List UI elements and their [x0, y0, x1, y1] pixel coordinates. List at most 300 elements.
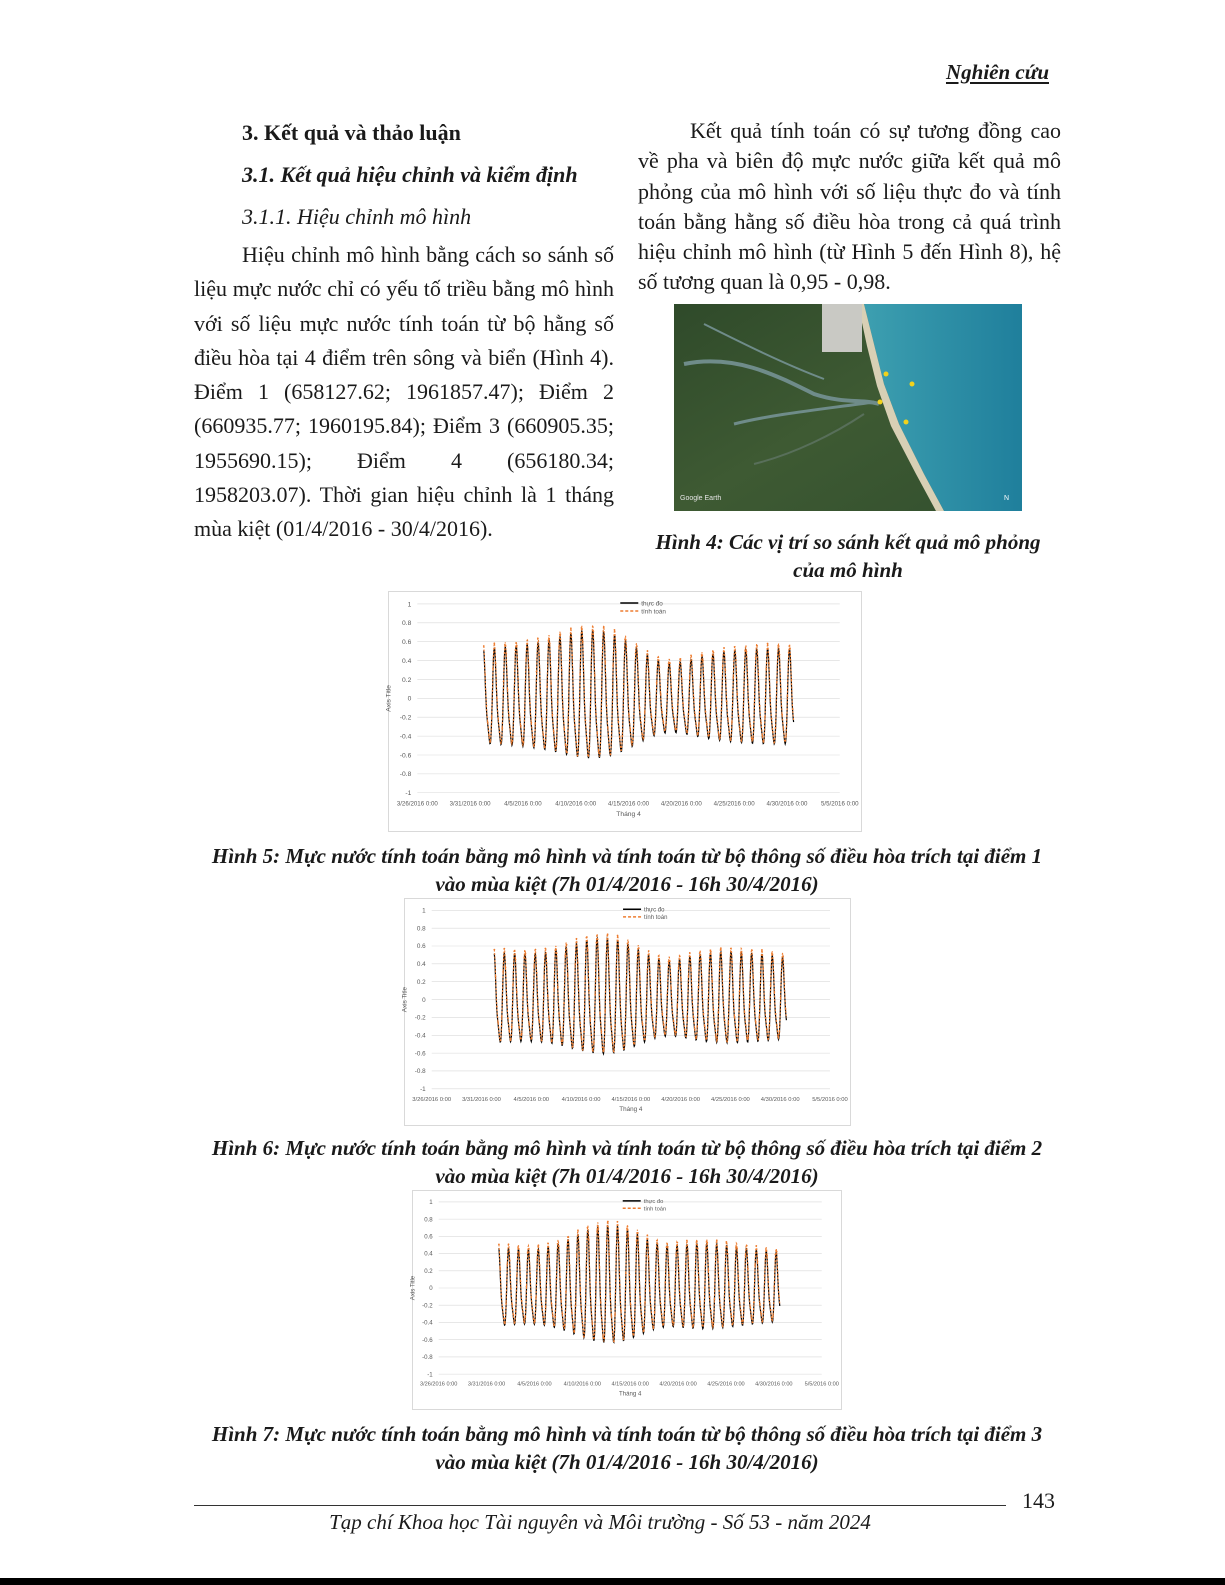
- series-point-computed: [687, 713, 689, 715]
- series-point-computed: [550, 1284, 552, 1286]
- series-point-computed: [661, 1314, 663, 1316]
- series-point-computed: [607, 933, 609, 935]
- series-point-computed: [596, 1230, 598, 1232]
- series-point-computed: [730, 1314, 732, 1316]
- series-point-computed: [714, 679, 716, 681]
- page-bottom-bar: [0, 1578, 1225, 1585]
- chart-1: [385, 591, 862, 832]
- series-point-computed: [586, 937, 588, 939]
- series-point-computed: [721, 970, 723, 972]
- satellite-map: [674, 304, 1022, 511]
- series-point-computed: [778, 1295, 780, 1297]
- series-point-computed: [557, 702, 559, 704]
- series-point-computed: [559, 633, 561, 635]
- series-point-computed: [606, 704, 608, 706]
- series-point-computed: [589, 1278, 591, 1280]
- series-point-computed: [540, 1291, 542, 1293]
- series-point-computed: [742, 985, 744, 987]
- series-point-computed: [594, 674, 596, 676]
- series-point-computed: [570, 1295, 572, 1297]
- series-point-computed: [575, 741, 577, 743]
- series-point-computed: [699, 686, 701, 688]
- series-point-computed: [537, 1003, 539, 1005]
- series-point-computed: [634, 1289, 636, 1291]
- series-point-computed: [687, 1256, 689, 1258]
- series-point-computed: [772, 1315, 774, 1317]
- series-point-computed: [632, 1029, 634, 1031]
- series-point-computed: [493, 642, 495, 644]
- series-point-computed: [746, 1245, 748, 1247]
- series-point-computed: [773, 742, 775, 744]
- series-point-computed: [768, 663, 770, 665]
- series-point-computed: [596, 733, 598, 735]
- series-point-computed: [643, 1035, 645, 1037]
- series-point-computed: [720, 710, 722, 712]
- series-point-computed: [651, 1319, 653, 1321]
- series-point-computed: [775, 727, 777, 729]
- section-title: 3. Kết quả và thảo luận: [242, 120, 461, 145]
- series-point-computed: [745, 1025, 747, 1027]
- series-point-computed: [618, 721, 620, 723]
- series-point-computed: [627, 684, 629, 686]
- series-point-computed: [672, 707, 674, 709]
- series-point-computed: [536, 1258, 538, 1260]
- series-point-computed: [748, 711, 750, 713]
- series-point-computed: [754, 1006, 756, 1008]
- series-point-computed: [678, 668, 680, 670]
- series-point-computed: [511, 741, 513, 743]
- series-point-computed: [592, 1049, 594, 1051]
- series-point-computed: [790, 679, 792, 681]
- x-tick-label: 5/5/2016 0:00: [812, 1096, 848, 1103]
- series-point-computed: [593, 1042, 595, 1044]
- series-point-computed: [504, 1322, 506, 1324]
- series-point-computed: [722, 665, 724, 667]
- series-point-computed: [538, 654, 540, 656]
- series-point-computed: [635, 1000, 637, 1002]
- chart-3-svg: [409, 1191, 841, 1409]
- series-point-computed: [515, 649, 517, 651]
- series-point-computed: [561, 669, 563, 671]
- series-point-computed: [681, 678, 683, 680]
- series-point-computed: [709, 957, 711, 959]
- series-point-computed: [678, 967, 680, 969]
- series-point-computed: [716, 1039, 718, 1041]
- series-point-computed: [741, 954, 743, 956]
- series-point-computed: [516, 1274, 518, 1276]
- series-point-computed: [572, 1325, 574, 1327]
- series-point-computed: [604, 661, 606, 663]
- series-point-computed: [569, 1025, 571, 1027]
- series-point-computed: [723, 647, 725, 649]
- series-point-computed: [581, 627, 583, 629]
- y-axis-title: Axis Title: [385, 684, 393, 712]
- series-point-computed: [590, 1306, 592, 1308]
- series-point-computed: [528, 666, 530, 668]
- series-point-computed: [500, 1293, 502, 1295]
- series-point-computed: [563, 1002, 565, 1004]
- series-point-computed: [508, 1030, 510, 1032]
- series-point-computed: [715, 707, 717, 709]
- series-point-computed: [624, 639, 626, 641]
- x-tick-label: 3/26/2016 0:00: [419, 1381, 458, 1388]
- series-point-computed: [776, 1251, 778, 1253]
- calibration-paragraph: Hiệu chỉnh mô hình bằng cách so sánh số liệu mực nước chỉ có yếu tố triều bằng mô hình với số liệu mực nước tính toán từ bộ hằng số điều hòa tại 4 điểm trên sông và biển (Hình 4). Điểm 1 (658127.62; 1961857.47); Điểm 2 (660935.77; 1960195.84); Điểm 3 (660905.35; 1955690.15); Điểm 4 (656180.34; 1958203.07). Thời gian hiệu chỉnh là 1 tháng mùa kiệt (01/4/2016 - 30/4/2016).: [194, 242, 614, 542]
- series-point-computed: [688, 1286, 690, 1288]
- series-point-computed: [568, 1007, 570, 1009]
- series-point-computed: [663, 1317, 665, 1319]
- series-point-computed: [597, 1227, 599, 1229]
- left-column: [194, 112, 614, 547]
- series-point-computed: [602, 1047, 604, 1049]
- series-point-computed: [777, 645, 779, 647]
- y-tick-label: 0: [407, 695, 412, 703]
- series-point-computed: [538, 1020, 540, 1022]
- series-point-computed: [772, 731, 774, 733]
- series-point-computed: [513, 695, 515, 697]
- y-tick-label: -0.6: [414, 1050, 426, 1058]
- series-point-computed: [541, 1305, 543, 1307]
- series-point-computed: [558, 646, 560, 648]
- chart-2: [401, 898, 851, 1126]
- series-point-computed: [698, 723, 700, 725]
- series-point-computed: [749, 1306, 751, 1308]
- series-point-computed: [783, 983, 785, 985]
- series-point-computed: [700, 1313, 702, 1315]
- series-point-computed: [489, 741, 491, 743]
- series-point-computed: [744, 1011, 746, 1013]
- series-point-computed: [628, 949, 630, 951]
- x-tick-label: 3/26/2016 0:00: [396, 800, 438, 808]
- series-point-computed: [528, 1023, 530, 1025]
- series-point-computed: [558, 1013, 560, 1015]
- y-tick-label: -0.8: [414, 1068, 426, 1076]
- series-point-computed: [512, 984, 514, 986]
- series-point-computed: [508, 1243, 510, 1245]
- series-point-computed: [692, 1326, 694, 1328]
- series-point-computed: [736, 693, 738, 695]
- series-point-computed: [673, 717, 675, 719]
- series-point-computed: [773, 1286, 775, 1288]
- series-point-computed: [566, 944, 568, 946]
- figure7-caption: Hình 7: Mực nước tính toán bằng mô hình và tính toán từ bộ thông số điều hòa trích tại điểm 3 vào mùa kiệt (7h 01/4/2016 - 16h 30/4/2016): [211, 1422, 1043, 1474]
- series-point-computed: [628, 714, 630, 716]
- series-point-computed: [738, 715, 740, 717]
- series-point-computed: [693, 1314, 695, 1316]
- series-point-computed: [506, 999, 508, 1001]
- series-point-computed: [532, 736, 534, 738]
- subsubsection-title: 3.1.1. Hiệu chỉnh mô hình: [242, 204, 472, 229]
- y-tick-label: 0.2: [416, 978, 426, 986]
- series-point-computed: [602, 647, 604, 649]
- series-point-computed: [588, 1238, 590, 1240]
- x-tick-label: 4/10/2016 0:00: [563, 1381, 602, 1388]
- series-point-computed: [620, 1310, 622, 1312]
- series-point-computed: [694, 714, 696, 716]
- series-point-computed: [657, 1251, 659, 1253]
- series-point-computed: [694, 1028, 696, 1030]
- series-point-computed: [724, 1268, 726, 1270]
- series-point-computed: [630, 1304, 632, 1306]
- series-point-computed: [639, 1297, 641, 1299]
- series-point-computed: [625, 645, 627, 647]
- series-point-computed: [516, 645, 518, 647]
- x-tick-label: 3/26/2016 0:00: [412, 1096, 452, 1103]
- series-point-computed: [714, 1023, 716, 1025]
- series-point-computed: [596, 941, 598, 943]
- series-point-computed: [578, 734, 580, 736]
- series-point-computed: [722, 1325, 724, 1327]
- series-point-computed: [503, 1318, 505, 1320]
- series-point-computed: [695, 725, 697, 727]
- series-point-computed: [654, 1311, 656, 1313]
- legend-label-computed: tính toán: [641, 608, 666, 616]
- series-point-computed: [506, 1263, 508, 1265]
- series-point-computed: [785, 1008, 787, 1010]
- series-point-computed: [555, 1278, 557, 1280]
- series-point-computed: [753, 703, 755, 705]
- series-point-computed: [623, 1338, 625, 1340]
- series-point-computed: [488, 735, 490, 737]
- series-point-computed: [701, 654, 703, 656]
- series-point-computed: [681, 1319, 683, 1321]
- series-point-computed: [702, 660, 704, 662]
- series-point-computed: [544, 948, 546, 950]
- series-point-computed: [521, 1300, 523, 1302]
- series-point-computed: [561, 1313, 563, 1315]
- series-point-computed: [712, 1325, 714, 1327]
- series-point-computed: [667, 1246, 669, 1248]
- series-point-computed: [631, 742, 633, 744]
- series-point-computed: [554, 746, 556, 748]
- series-point-computed: [583, 1031, 585, 1033]
- series-point-computed: [731, 721, 733, 723]
- series-point-computed: [553, 989, 555, 991]
- series-point-computed: [746, 651, 748, 653]
- series-point-computed: [745, 1254, 747, 1256]
- series-point-computed: [660, 1302, 662, 1304]
- series-point-computed: [514, 1322, 516, 1324]
- chart-2-svg: [401, 899, 850, 1125]
- series-point-computed: [517, 1014, 519, 1016]
- y-tick-label: 0.8: [416, 925, 426, 933]
- series-point-computed: [652, 726, 654, 728]
- series-point-computed: [678, 1265, 680, 1267]
- y-tick-label: 1: [429, 1199, 433, 1207]
- series-point-computed: [601, 1319, 603, 1321]
- series-point-computed: [658, 955, 660, 957]
- x-tick-label: 3/31/2016 0:00: [449, 800, 491, 808]
- series-point-computed: [780, 689, 782, 691]
- series-point-computed: [509, 1260, 511, 1262]
- right-column: [638, 112, 1061, 298]
- series-point-computed: [727, 1022, 729, 1024]
- series-point-computed: [609, 1005, 611, 1007]
- x-tick-label: 4/5/2016 0:00: [513, 1096, 550, 1103]
- series-point-computed: [556, 952, 558, 954]
- series-point-computed: [681, 1004, 683, 1006]
- series-point-computed: [557, 1243, 559, 1245]
- series-point-computed: [724, 1020, 726, 1022]
- series-point-computed: [765, 668, 767, 670]
- series-point-computed: [655, 1021, 657, 1023]
- series-point-computed: [631, 1319, 633, 1321]
- series-point-computed: [633, 699, 635, 701]
- series-point-computed: [604, 1010, 606, 1012]
- series-point-computed: [693, 697, 695, 699]
- series-point-computed: [664, 1282, 666, 1284]
- y-tick-label: 0.2: [402, 676, 412, 684]
- series-point-computed: [658, 1282, 660, 1284]
- series-point-computed: [739, 991, 741, 993]
- series-point-computed: [549, 1029, 551, 1031]
- series-point-computed: [562, 708, 564, 710]
- series-point-computed: [595, 713, 597, 715]
- series-point-computed: [522, 742, 524, 744]
- series-point-computed: [710, 1310, 712, 1312]
- series-point-computed: [513, 950, 515, 952]
- satellite-map-image: [674, 304, 1022, 511]
- series-point-computed: [565, 744, 567, 746]
- series-point-computed: [675, 1032, 677, 1034]
- series-point-computed: [569, 657, 571, 659]
- series-point-computed: [710, 951, 712, 953]
- series-point-computed: [656, 1240, 658, 1242]
- series-point-computed: [721, 1318, 723, 1320]
- series-point-computed: [661, 1013, 663, 1015]
- series-point-computed: [554, 949, 556, 951]
- series-point-computed: [545, 735, 547, 737]
- series-point-computed: [685, 726, 687, 728]
- series-point-computed: [529, 1273, 531, 1275]
- series-point-computed: [629, 1274, 631, 1276]
- series-point-computed: [600, 1301, 602, 1303]
- series-point-computed: [713, 652, 715, 654]
- series-point-computed: [626, 1228, 628, 1230]
- x-axis-title: Tháng 4: [619, 1105, 643, 1113]
- series-point-computed: [542, 1316, 544, 1318]
- series-point-computed: [507, 1018, 509, 1020]
- y-tick-label: 1: [422, 907, 426, 915]
- series-point-computed: [524, 1316, 526, 1318]
- series-point-computed: [562, 1039, 564, 1041]
- series-point-computed: [597, 939, 599, 941]
- series-point-computed: [496, 1006, 498, 1008]
- y-tick-label: -0.8: [422, 1354, 433, 1362]
- x-tick-label: 4/20/2016 0:00: [660, 800, 702, 808]
- series-point-computed: [551, 1303, 553, 1305]
- series-point-computed: [656, 982, 658, 984]
- series-point-computed: [621, 735, 623, 737]
- series-point-computed: [576, 1254, 578, 1256]
- series-point-computed: [501, 1016, 503, 1018]
- series-point-computed: [775, 1254, 777, 1256]
- chart-3: [409, 1190, 842, 1410]
- series-point-computed: [558, 1245, 560, 1247]
- series-point-computed: [759, 705, 761, 707]
- series-point-computed: [496, 698, 498, 700]
- series-point-computed: [666, 994, 668, 996]
- series-point-computed: [623, 1048, 625, 1050]
- series-point-computed: [785, 735, 787, 737]
- series-point-computed: [559, 1276, 561, 1278]
- series-point-computed: [607, 1221, 609, 1223]
- series-point-computed: [644, 1302, 646, 1304]
- x-tick-label: 4/5/2016 0:00: [504, 800, 542, 808]
- series-point-computed: [532, 1009, 534, 1011]
- series-point-computed: [696, 1241, 698, 1243]
- series-point-computed: [606, 1240, 608, 1242]
- series-point-computed: [654, 1036, 656, 1038]
- series-point-computed: [677, 703, 679, 705]
- series-point-computed: [718, 1290, 720, 1292]
- series-point-computed: [520, 725, 522, 727]
- series-point-computed: [684, 716, 686, 718]
- series-point-computed: [552, 1314, 554, 1316]
- series-point-computed: [765, 1248, 767, 1250]
- series-point-computed: [623, 683, 625, 685]
- series-point-computed: [653, 733, 655, 735]
- series-point-computed: [543, 976, 545, 978]
- series-point-computed: [643, 737, 645, 739]
- series-point-computed: [777, 1274, 779, 1276]
- series-point-computed: [638, 947, 640, 949]
- x-tick-label: 3/31/2016 0:00: [467, 1381, 506, 1388]
- series-point-computed: [589, 1018, 591, 1020]
- series-point-computed: [706, 1034, 708, 1036]
- series-point-computed: [533, 1318, 535, 1320]
- series-point-computed: [630, 1014, 632, 1016]
- series-point-computed: [756, 1033, 758, 1035]
- figure4-caption: Hình 4: Các vị trí so sánh kết quả mô phỏng của mô hình: [655, 530, 1041, 582]
- series-point-computed: [669, 960, 671, 962]
- series-point-computed: [651, 715, 653, 717]
- series-point-computed: [571, 1312, 573, 1314]
- series-point-computed: [533, 965, 535, 967]
- series-point-computed: [599, 1266, 601, 1268]
- series-point-computed: [538, 1244, 540, 1246]
- series-point-computed: [590, 691, 592, 693]
- series-point-computed: [680, 1307, 682, 1309]
- series-point-computed: [779, 654, 781, 656]
- series-point-computed: [659, 965, 661, 967]
- series-point-computed: [564, 1324, 566, 1326]
- series-point-computed: [769, 1025, 771, 1027]
- series-point-computed: [528, 1248, 530, 1250]
- series-point-computed: [662, 721, 664, 723]
- map-watermark: Google Earth: [680, 495, 722, 502]
- series-point-computed: [731, 1324, 733, 1326]
- series-point-computed: [553, 730, 555, 732]
- series-point-computed: [670, 1310, 672, 1312]
- series-point-computed: [754, 1264, 756, 1266]
- series-point-computed: [752, 737, 754, 739]
- x-tick-label: 4/20/2016 0:00: [661, 1096, 701, 1103]
- series-point-computed: [676, 728, 678, 730]
- series-line-computed: [484, 625, 794, 757]
- series-point-computed: [770, 984, 772, 986]
- series-point-computed: [536, 972, 538, 974]
- series-point-computed: [632, 1333, 634, 1335]
- series-point-computed: [652, 1327, 654, 1329]
- series-point-computed: [680, 658, 682, 660]
- y-tick-label: 0.6: [416, 943, 426, 951]
- series-point-computed: [777, 1036, 779, 1038]
- series-point-computed: [583, 687, 585, 689]
- x-tick-label: 3/31/2016 0:00: [462, 1096, 501, 1103]
- series-point-computed: [512, 736, 514, 738]
- series-point-computed: [592, 630, 594, 632]
